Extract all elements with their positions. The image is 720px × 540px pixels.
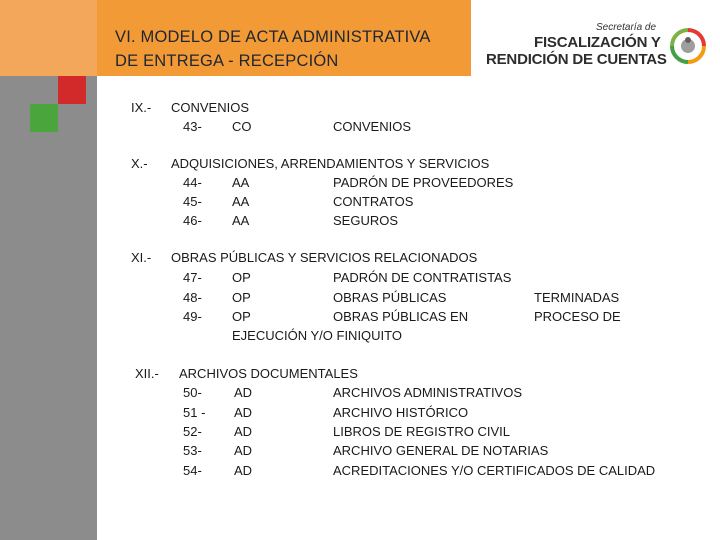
page-title-line2: DE ENTREGA - RECEPCIÓN xyxy=(115,52,339,70)
title-banner xyxy=(97,0,471,76)
item-description: ARCHIVOS ADMINISTRATIVOS xyxy=(333,385,523,400)
decorative-orange-square xyxy=(0,0,97,76)
section-title: ARCHIVOS DOCUMENTALES xyxy=(179,366,358,381)
section-title: OBRAS PÚBLICAS Y SERVICIOS RELACIONADOS xyxy=(171,250,478,265)
item-code: OP xyxy=(232,309,251,324)
page-title-line1: VI. MODELO DE ACTA ADMINISTRATIVA xyxy=(115,28,431,46)
item-description: ARCHIVO GENERAL DE NOTARIAS xyxy=(333,443,549,458)
section-title: CONVENIOS xyxy=(171,100,250,115)
item-number: 43- xyxy=(183,119,202,134)
item-code: AA xyxy=(232,194,250,209)
item-number: 45- xyxy=(183,194,202,209)
item-code: AD xyxy=(234,463,253,478)
logo-line1: FISCALIZACIÓN Y xyxy=(534,34,661,51)
item-code: CO xyxy=(232,119,252,134)
item-number: 48- xyxy=(183,290,202,305)
item-number: 52- xyxy=(183,424,202,439)
item-code: AA xyxy=(232,175,250,190)
logo-small-text: Secretaría de xyxy=(596,22,657,33)
item-description: LIBROS DE REGISTRO CIVIL xyxy=(333,424,510,439)
item-extra: PROCESO DE xyxy=(534,309,621,324)
section-number: IX.- xyxy=(131,100,152,115)
item-number: 54- xyxy=(183,463,202,478)
item-number: 51 - xyxy=(183,405,206,420)
item-extra: TERMINADAS xyxy=(534,290,620,305)
item-description: OBRAS PÚBLICAS EN xyxy=(333,309,469,324)
item-number: 53- xyxy=(183,443,202,458)
item-description: PADRÓN DE CONTRATISTAS xyxy=(333,270,512,285)
item-description: ARCHIVO HISTÓRICO xyxy=(333,405,469,420)
section-number: XII.- xyxy=(135,366,159,381)
item-code: OP xyxy=(232,270,251,285)
item-code: OP xyxy=(232,290,251,305)
item-code: AD xyxy=(234,385,253,400)
item-number: 50- xyxy=(183,385,202,400)
section-number: X.- xyxy=(131,156,148,171)
item-description: CONVENIOS xyxy=(333,119,412,134)
item-number: 47- xyxy=(183,270,202,285)
item-code: AD xyxy=(234,405,253,420)
item-number: 49- xyxy=(183,309,202,324)
decorative-red-square xyxy=(58,76,86,104)
emblem-icon xyxy=(668,26,708,66)
section-title: ADQUISICIONES, ARRENDAMIENTOS Y SERVICIOS xyxy=(171,156,490,171)
item-number: 44- xyxy=(183,175,202,190)
section-number: XI.- xyxy=(131,250,152,265)
item-description: SEGUROS xyxy=(333,213,399,228)
logo-line2: RENDICIÓN DE CUENTAS xyxy=(486,51,667,68)
secretaria-logo xyxy=(486,18,706,74)
item-description: OBRAS PÚBLICAS xyxy=(333,290,447,305)
item-description: PADRÓN DE PROVEEDORES xyxy=(333,175,514,190)
item-code: AD xyxy=(234,443,253,458)
item-description: CONTRATOS xyxy=(333,194,414,209)
item-number: 46- xyxy=(183,213,202,228)
item-code: AA xyxy=(232,213,250,228)
item-description: ACREDITACIONES Y/O CERTIFICADOS DE CALIDAD xyxy=(333,463,656,478)
item-continuation: EJECUCIÓN Y/O FINIQUITO xyxy=(232,328,402,343)
item-code: AD xyxy=(234,424,253,439)
decorative-green-square xyxy=(30,104,58,132)
